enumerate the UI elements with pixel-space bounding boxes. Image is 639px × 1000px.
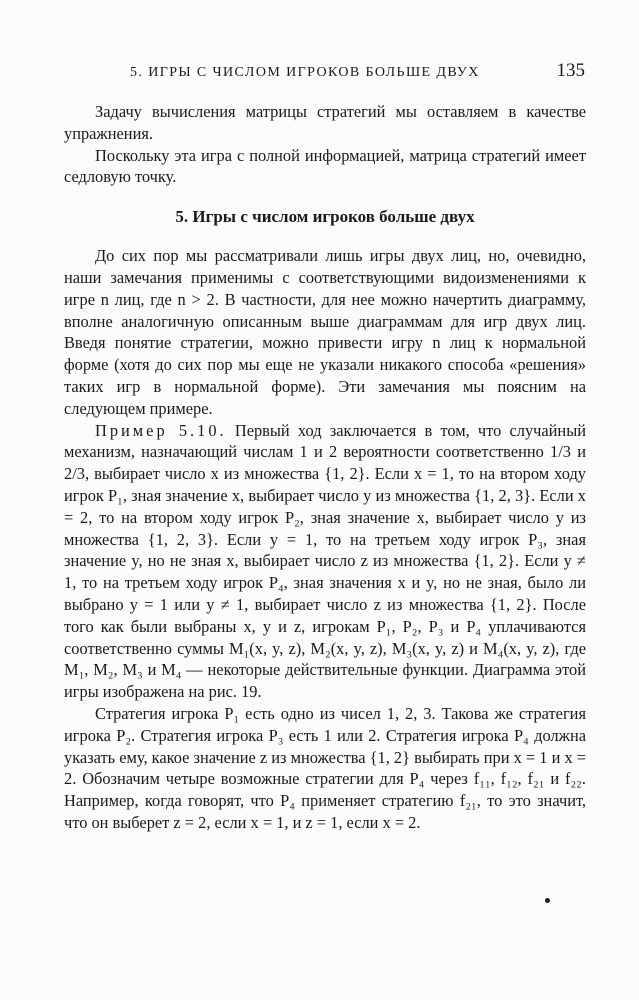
example-label: Пример 5.10. bbox=[95, 420, 227, 440]
page-number: 135 bbox=[556, 60, 585, 81]
paragraph-exercise: Задачу вычисления матрицы стратегий мы оставляем в качестве упражнения. bbox=[64, 102, 586, 143]
running-header bbox=[130, 60, 585, 82]
section-title: 5. Игры с числом игроков больше двух bbox=[175, 207, 475, 227]
page-content bbox=[64, 101, 586, 834]
ink-dot-mark bbox=[545, 898, 550, 903]
paragraph-strategies: Стратегия игрока P₁ есть одно из чисел 1, 2, 3. Такова же стратегия игрока P₂. Стратегия игрока P₃ есть 1 или 2. Стратегия игрока P₄ должна указать ему, какое значение z из множества {1, 2} выбирать при x = 1 и x = 2. Обозначим четыре возможные стратегии для P₄ через f₁₁, f₁₂, f₂₁ и f₂₂. Например, когда говорят, что P₄ применяет стратегию f₂₁, то это значит, что он выберет z = 2, если x = 1, и z = 1, если x = 2. bbox=[64, 703, 586, 832]
running-title: 5. ИГРЫ С ЧИСЛОМ ИГРОКОВ БОЛЬШЕ ДВУХ bbox=[130, 65, 480, 80]
paragraph-n-person-games: До сих пор мы рассматривали лишь игры двух лиц, но, очевидно, наши замечания применимы с соответствующими видоизменениями к игре n лиц, где n > 2. В частности, для нее можно начертить диаграмму, вполне аналогичную описанным выше диаграммам для игр двух лиц. Введя понятие стратегии, можно привести игру n лиц к нормальной форме (хотя до сих пор мы еще не указали никакого способа «решения» таких игр в нормальной форме). Эти замечания мы поясним на следующем примере. bbox=[64, 246, 586, 418]
paragraph-example bbox=[64, 420, 586, 703]
example-text: Первый ход заключается в том, что случайный механизм, назначающий числам 1 и 2 вероятности соответственно 1/3 и 2/3, выбирает число x из множества {1, 2}. Если x = 1, то на втором ходу игрок P₁, зная значение x, выбирает число y из множества {1, 2, 3}. Если x = 2, то на втором ходу игрок P₂, зная значение x, выбирает число y из множества {1, 2, 3}. Если y = 1, то на третьем ходу игрок P₃, зная значение y, но не зная x, выбирает число z из множества {1, 2}. Если y ≠ 1, то на третьем ходу игрок P₄, зная значения x и y, но не зная, было ли выбрано y = 1 или y ≠ 1, выбирает число z из множества {1, 2}. После того как были выбраны x, y и z, игрокам P₁, P₂, P₃ и P₄ уплачиваются соответственно суммы M₁(x, y, z), M₂(x, y, z), M₃(x, y, z) и M₄(x, y, z), где M₁, M₂, M₃ и M₄ — некоторые действительные функции. Диаграмма этой игры изображена на рис. 19. bbox=[64, 420, 586, 702]
paragraph-saddle-point: Поскольку эта игра с полной информацией, матрица стратегий имеет седловую точку. bbox=[64, 145, 586, 187]
